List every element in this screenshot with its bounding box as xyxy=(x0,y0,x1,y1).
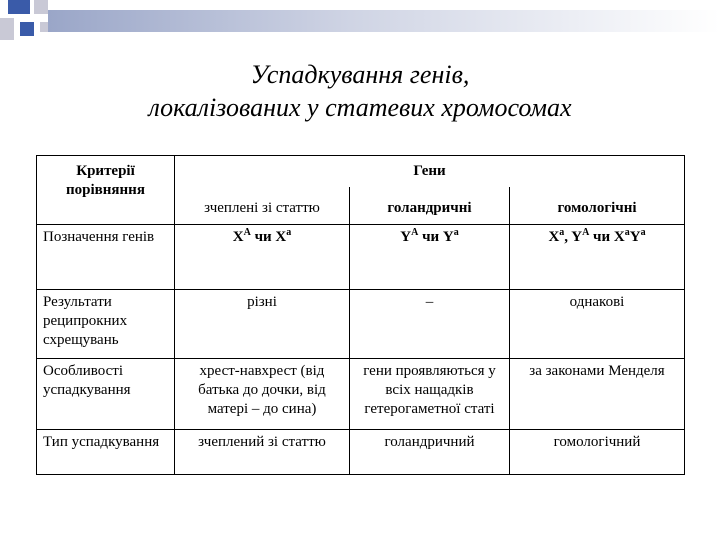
row-label: Результати реципрокних схрещувань xyxy=(37,290,175,359)
table-cell: хрест-навхрест (від батька до дочки, від матері – до сина) xyxy=(175,359,350,430)
decor-square-blue-top xyxy=(8,0,30,14)
allele-superscript: a xyxy=(640,227,646,238)
decor-gradient-bar xyxy=(48,10,720,32)
decor-square-blue-mid xyxy=(20,22,34,36)
decor-square-grey-3 xyxy=(40,22,48,32)
row-label: Особливості успадкування xyxy=(37,359,175,430)
table-row xyxy=(37,430,685,475)
allele-superscript: a xyxy=(286,227,292,238)
column-header-holandric: голандричні xyxy=(350,187,510,225)
table-row xyxy=(37,225,685,290)
table-cell: за законами Менделя xyxy=(510,359,685,430)
header-genes: Гени xyxy=(175,156,685,188)
slide-title xyxy=(0,58,720,124)
allele-superscript: A xyxy=(243,227,251,238)
column-header-sex-linked: зчеплені зі статтю xyxy=(175,187,350,225)
allele-superscript: a xyxy=(453,227,459,238)
table-cell: $X^a$, $Y^A$ чи $X^aY^a$ xyxy=(510,225,685,290)
allele-superscript: a xyxy=(559,227,565,238)
title-line-1: Успадкування генів, xyxy=(250,60,470,89)
column-header-homologous: гомологічні xyxy=(510,187,685,225)
table-cell: $Y^A$ чи $Y^a$ xyxy=(350,225,510,290)
decor-square-grey-1 xyxy=(34,0,48,14)
table-row xyxy=(37,359,685,430)
comparison-table xyxy=(36,155,685,475)
allele-superscript: a xyxy=(624,227,630,238)
table-cell: гени проявляються у всіх нащадків гетерогаметної статі xyxy=(350,359,510,430)
table-cell: $X^A$ чи $X^a$ xyxy=(175,225,350,290)
allele-superscript: A xyxy=(582,227,590,238)
row-label: Позначення генів xyxy=(37,225,175,290)
header-criteria: Критерії порівняння xyxy=(37,156,175,225)
table-cell: однакові xyxy=(510,290,685,359)
table-cell: – xyxy=(350,290,510,359)
table-row xyxy=(37,290,685,359)
title-line-2: локалізованих у статевих хромосомах xyxy=(148,93,572,122)
decor-square-grey-2 xyxy=(0,18,14,40)
allele-superscript: A xyxy=(411,227,419,238)
table-cell: зчеплений зі статтю xyxy=(175,430,350,475)
table-cell: гомологічний xyxy=(510,430,685,475)
table-cell: голандричний xyxy=(350,430,510,475)
row-label: Тип успадкування xyxy=(37,430,175,475)
table-cell: різні xyxy=(175,290,350,359)
